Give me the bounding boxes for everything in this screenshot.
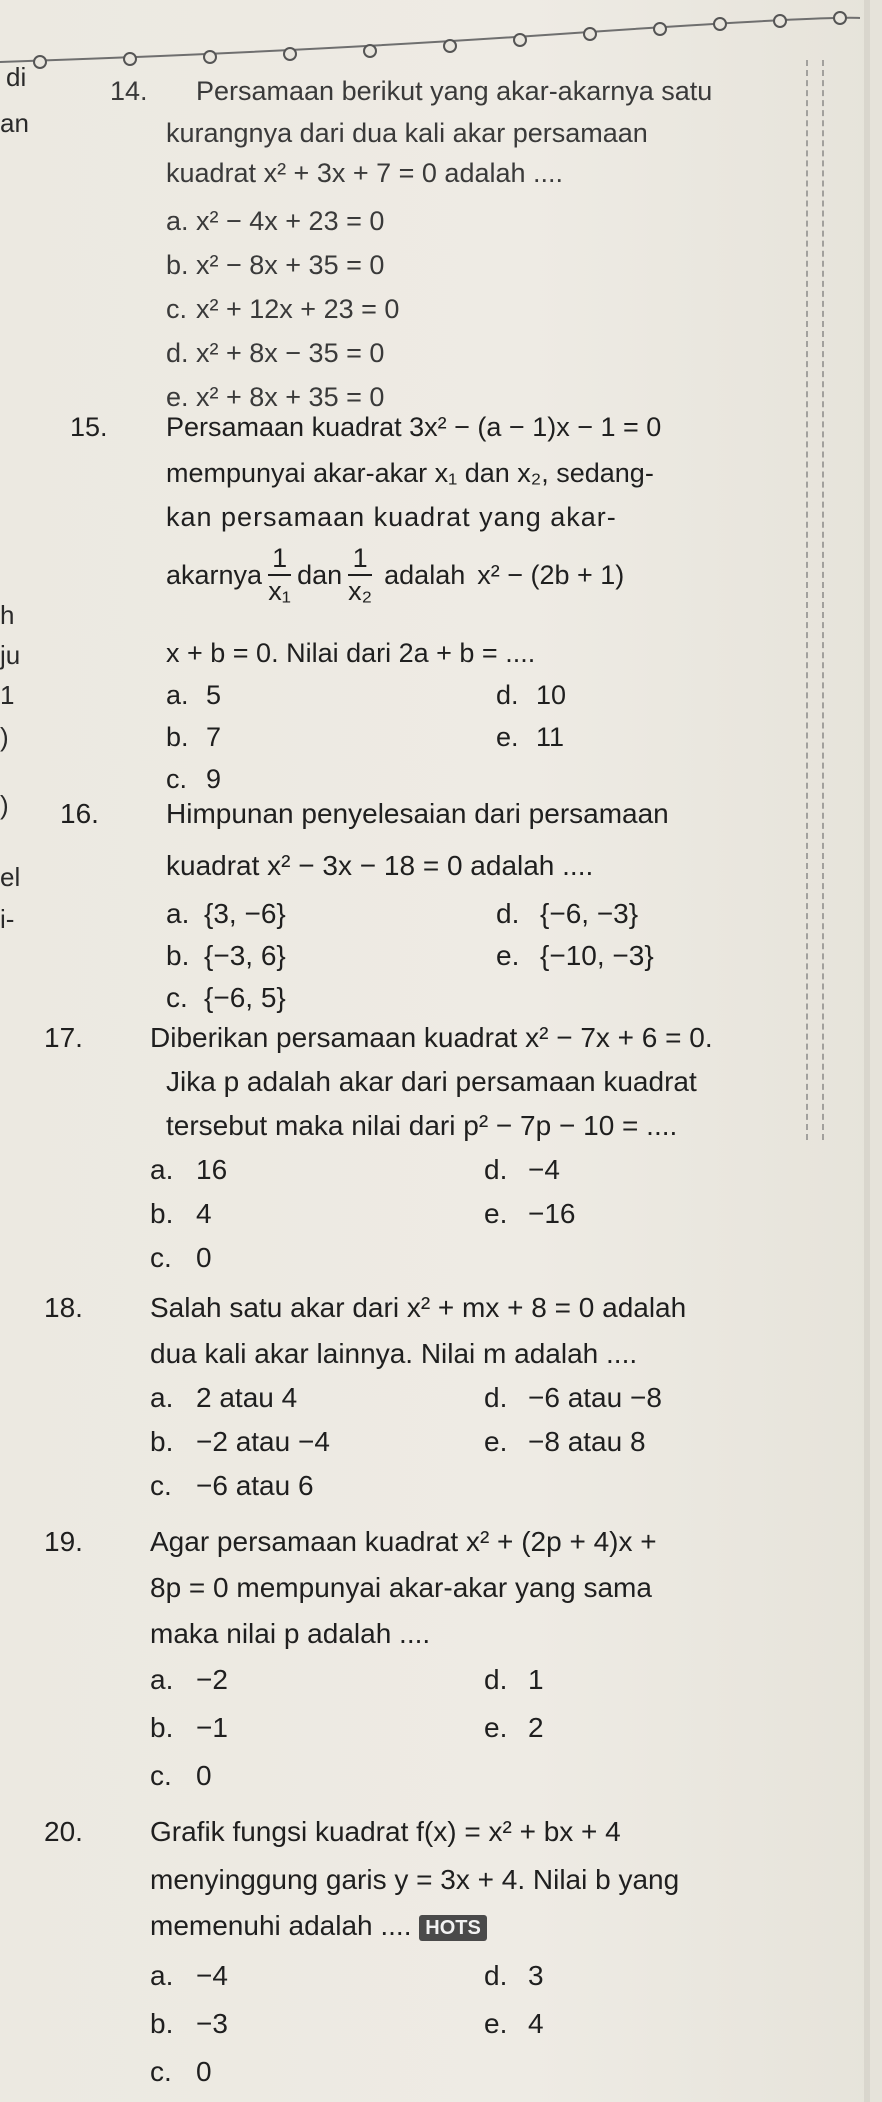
question-text: maka nilai p adalah ....: [150, 1618, 431, 1649]
margin-fragment: 1: [0, 680, 15, 710]
option-text: −8 atau 8: [528, 1426, 646, 1457]
option-text: −4: [196, 1960, 228, 1991]
option-label: e.: [484, 2008, 508, 2039]
option-label: c.: [166, 982, 188, 1013]
question-text: Persamaan kuadrat 3x² − (a − 1)x − 1 = 0: [166, 412, 662, 442]
right-margin-dots: [806, 60, 824, 1140]
option-text: 1: [528, 1664, 544, 1695]
option-label: b.: [150, 1712, 174, 1743]
question-text: kurangnya dari dua kali akar persamaan: [166, 118, 648, 148]
fraction-1-over-x1: $\frac{1}{\text{x₁}}$: [268, 543, 291, 606]
option-label: e.: [166, 382, 189, 412]
option-label: e.: [496, 722, 519, 752]
page-edge: [864, 0, 870, 2102]
margin-fragment: an: [0, 108, 29, 138]
question-text: menyinggung garis y = 3x + 4. Nilai b yang: [150, 1864, 680, 1895]
option-label: c.: [150, 1242, 172, 1273]
question-text: Agar persamaan kuadrat x² + (2p + 4)x +: [150, 1526, 657, 1557]
option-label: d.: [166, 338, 189, 368]
option-label: a.: [150, 1960, 174, 1991]
option-text: {−6, −3}: [540, 898, 639, 929]
option-label: b.: [150, 2008, 174, 2039]
option-label: a.: [150, 1382, 174, 1413]
question-text: tersebut maka nilai dari p² − 7p − 10 = ....: [166, 1110, 678, 1141]
question-number: 17.: [44, 1022, 83, 1053]
margin-fragment: h: [0, 600, 15, 630]
option-text: x² + 8x + 35 = 0: [196, 382, 385, 412]
hots-badge: HOTS: [419, 1915, 487, 1941]
question-number: 20.: [44, 1816, 83, 1847]
option-text: −2 atau −4: [196, 1426, 330, 1457]
option-text: −16: [528, 1198, 576, 1229]
option-text: 3: [528, 1960, 544, 1991]
option-label: c.: [150, 2056, 172, 2087]
option-text: 4: [528, 2008, 544, 2039]
option-label: a.: [150, 1664, 174, 1695]
equation: x + b = 0: [166, 638, 272, 668]
option-text: 0: [196, 2056, 212, 2087]
margin-fragment: ju: [0, 640, 21, 670]
option-text: 5: [206, 680, 222, 710]
option-label: d.: [484, 1154, 508, 1185]
option-text: −2: [196, 1664, 228, 1695]
option-text: −6 atau 6: [196, 1470, 314, 1501]
option-label: c.: [166, 764, 188, 794]
option-text: −1: [196, 1712, 228, 1743]
option-text: x² + 12x + 23 = 0: [196, 294, 400, 324]
option-text: 10: [536, 680, 567, 710]
margin-fragment: i-: [0, 904, 15, 934]
equation: x² + 3x + 7 = 0: [263, 158, 437, 188]
option-label: b.: [166, 250, 189, 280]
option-text: 16: [196, 1154, 228, 1185]
option-text: x² + 8x − 35 = 0: [196, 338, 385, 368]
option-label: a.: [166, 206, 189, 236]
question-text: Persamaan berikut yang akar-akarnya satu: [196, 76, 713, 106]
spiral-binding: [0, 0, 882, 70]
option-label: a.: [166, 898, 190, 929]
option-label: d.: [496, 898, 520, 929]
question-text: dua kali akar lainnya. Nilai m adalah ....: [150, 1338, 638, 1369]
option-text: 0: [196, 1760, 212, 1791]
question-text: Salah satu akar dari x² + mx + 8 = 0 adalah: [150, 1292, 687, 1323]
question-text: 8p = 0 mempunyai akar-akar yang sama: [150, 1572, 652, 1603]
option-label: e.: [484, 1426, 508, 1457]
option-label: a.: [166, 680, 189, 710]
option-label: d.: [484, 1664, 508, 1695]
question-number: 19.: [44, 1526, 83, 1557]
question-text: akarnya $\frac{1}{\text{x₁}}$ dan $\frac{1}{\text{x₂}}$ adalah x² − (2b + 1): [166, 543, 625, 606]
margin-fragment: di: [6, 62, 27, 92]
option-label: e.: [484, 1712, 508, 1743]
option-text: −3: [196, 2008, 228, 2039]
margin-fragment: ): [0, 722, 9, 752]
option-label: c.: [150, 1760, 172, 1791]
option-text: {−10, −3}: [540, 940, 654, 971]
question-text: kuadrat x² + 3x + 7 = 0 adalah ....: [166, 158, 564, 188]
margin-fragment: el: [0, 862, 21, 892]
question-text: Diberikan persamaan kuadrat x² − 7x + 6 = 0.: [150, 1022, 713, 1053]
question-text: kan persamaan kuadrat yang akar-: [166, 502, 617, 532]
option-text: −4: [528, 1154, 560, 1185]
option-text: {−3, 6}: [204, 940, 286, 971]
option-text: 4: [196, 1198, 212, 1229]
question-number: 15.: [70, 412, 108, 442]
option-text: x² − 8x + 35 = 0: [196, 250, 385, 280]
equation: x² − 3x − 18 = 0: [267, 850, 463, 881]
question-text: Himpunan penyelesaian dari persamaan: [166, 798, 669, 829]
option-text: 0: [196, 1242, 212, 1273]
question-number: 16.: [60, 798, 99, 829]
option-text: {3, −6}: [204, 898, 286, 929]
option-text: {−6, 5}: [204, 982, 286, 1013]
option-text: x² − 4x + 23 = 0: [196, 206, 385, 236]
option-text: −6 atau −8: [528, 1382, 662, 1413]
option-text: 2: [528, 1712, 544, 1743]
option-label: d.: [496, 680, 519, 710]
option-label: b.: [166, 940, 190, 971]
question-text: x + b = 0. Nilai dari 2a + b = ....: [166, 638, 536, 668]
question-text: kuadrat x² − 3x − 18 = 0 adalah ....: [166, 850, 594, 881]
option-text: 2 atau 4: [196, 1382, 298, 1413]
option-label: c.: [150, 1470, 172, 1501]
equation: x² − (2b + 1): [477, 559, 625, 590]
fraction-1-over-x2: $\frac{1}{\text{x₂}}$: [348, 543, 373, 606]
question-text: memenuhi adalah .... HOTS: [150, 1912, 487, 1941]
option-text: 9: [206, 764, 222, 794]
option-text: 11: [536, 722, 565, 752]
option-label: b.: [150, 1198, 174, 1229]
option-label: c.: [166, 294, 188, 324]
question-text: Jika p adalah akar dari persamaan kuadrat: [166, 1066, 697, 1097]
option-label: e.: [496, 940, 520, 971]
question-text: mempunyai akar-akar x₁ dan x₂, sedang-: [166, 458, 654, 488]
option-label: b.: [166, 722, 189, 752]
option-text: 7: [206, 722, 222, 752]
option-label: d.: [484, 1382, 508, 1413]
equation: 3x² − (a − 1)x − 1 = 0: [409, 412, 662, 442]
question-number: 14.: [110, 76, 148, 106]
question-number: 18.: [44, 1292, 83, 1323]
option-label: e.: [484, 1198, 508, 1229]
option-label: a.: [150, 1154, 174, 1185]
option-label: b.: [150, 1426, 174, 1457]
question-text: Grafik fungsi kuadrat f(x) = x² + bx + 4: [150, 1816, 621, 1847]
margin-fragment: ): [0, 790, 9, 820]
option-label: d.: [484, 1960, 508, 1991]
